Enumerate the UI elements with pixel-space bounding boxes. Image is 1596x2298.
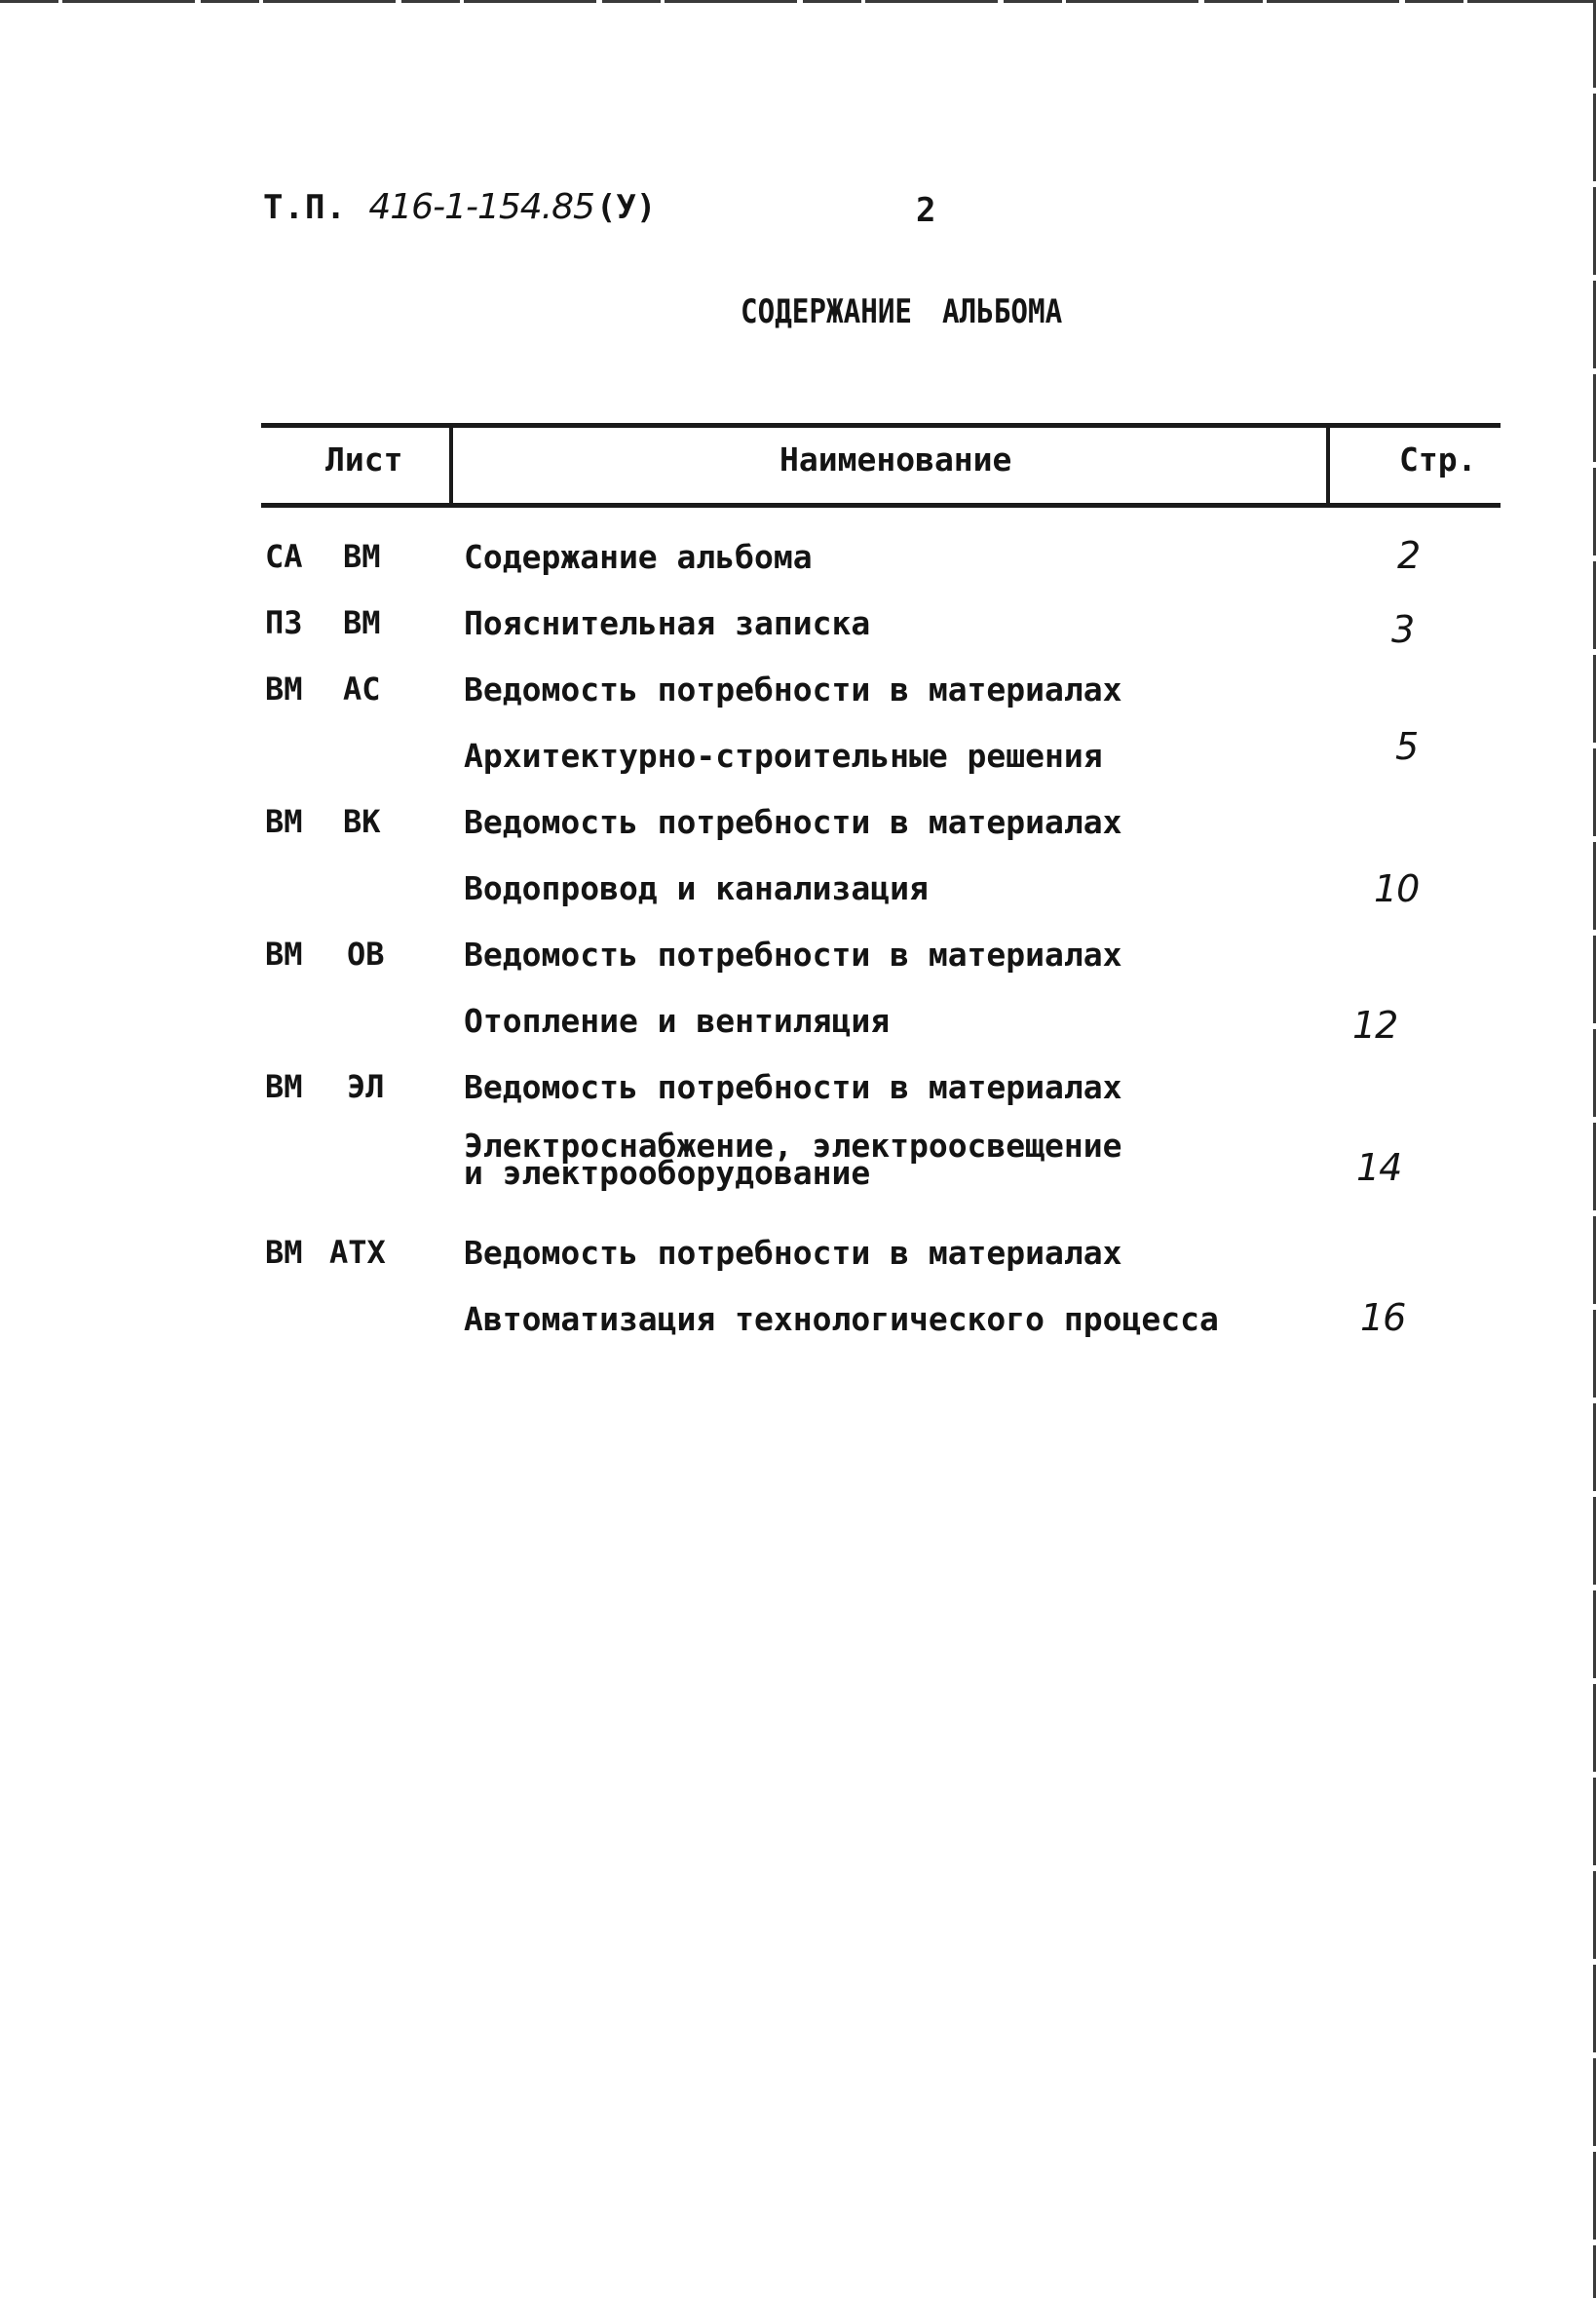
page-ref: 16 [1360, 1296, 1406, 1339]
table-row [0, 936, 1596, 994]
sheet-code-part-1: ВМ [265, 670, 303, 708]
entry-name: Ведомость потребности в материалах [464, 1234, 1122, 1272]
column-header-sheet: Лист [325, 440, 403, 479]
page-ref: 5 [1395, 725, 1419, 768]
table-row [0, 869, 1596, 928]
scan-edge-top [0, 0, 1596, 3]
entry-name: Отопление и вентиляция [464, 1002, 891, 1040]
sheet-code-part-1: СА [265, 538, 303, 575]
page-ref: 10 [1374, 867, 1420, 910]
album-title-word-1: СОДЕРЖАНИЕ [741, 292, 913, 331]
entry-name [464, 1127, 1122, 1192]
sheet-code-part-2: ЭЛ [347, 1068, 385, 1105]
entry-name: Ведомость потребности в материалах [464, 803, 1122, 841]
sheet-code-part-2: ВМ [343, 604, 381, 641]
sheet-code-part-2: АС [343, 670, 381, 708]
table-row [0, 1127, 1596, 1210]
sheet-code [265, 936, 385, 973]
designation-suffix: (У) [595, 188, 657, 227]
table-row [0, 534, 1596, 596]
table-row [0, 1002, 1596, 1060]
sheet-code-part-1: ПЗ [265, 604, 303, 641]
page-ref: 14 [1356, 1146, 1402, 1189]
entry-name-line-2: и электрооборудование [464, 1154, 871, 1192]
project-number: 416-1-154.85 [368, 187, 594, 227]
entry-name: Ведомость потребности в материалах [464, 1068, 1122, 1106]
entry-name: Автоматизация технологического процесса [464, 1300, 1219, 1338]
table-top-rule [261, 423, 1501, 428]
entry-name: Ведомость потребности в материалах [464, 936, 1122, 974]
sheet-code-part-2: ОВ [347, 936, 385, 973]
album-title-word-2: АЛЬБОМА [942, 292, 1063, 331]
sheet-code-part-1: ВМ [265, 1068, 303, 1105]
entry-name: Водопровод и канализация [464, 869, 929, 907]
sheet-code-part-1: ВМ [265, 936, 303, 973]
sheet-code [265, 803, 381, 840]
designation-prefix: Т.П. [263, 188, 347, 227]
album-title [741, 292, 1062, 331]
table-row [0, 1296, 1596, 1359]
table-row [0, 1234, 1596, 1292]
column-header-name: Наименование [779, 440, 1012, 479]
sheet-code-part-1: ВМ [265, 1234, 303, 1271]
column-separator-1 [449, 427, 453, 505]
column-separator-2 [1326, 427, 1330, 505]
sheet-code [265, 1068, 385, 1105]
document-designation [263, 187, 656, 227]
sheet-code-part-2: ВМ [343, 538, 381, 575]
column-header-page: Стр. [1399, 440, 1477, 479]
table-header-bottom-rule [261, 503, 1501, 508]
entry-name-line-1: Электроснабжение, электроосвещение [464, 1127, 1122, 1165]
table-row [0, 670, 1596, 729]
sheet-code-part-2: АТХ [329, 1234, 386, 1271]
sheet-code [265, 538, 381, 575]
sheet-code-part-2: ВК [343, 803, 381, 840]
page-ref: 3 [1391, 608, 1415, 651]
entry-name: Ведомость потребности в материалах [464, 670, 1122, 709]
table-row [0, 604, 1596, 663]
sheet-code [265, 670, 381, 708]
page-ref: 2 [1397, 534, 1421, 577]
entry-name: Содержание альбома [464, 538, 813, 576]
page-number: 2 [916, 191, 936, 230]
table-row [0, 803, 1596, 862]
sheet-code [265, 604, 381, 641]
table-row [0, 725, 1596, 795]
sheet-code-part-1: ВМ [265, 803, 303, 840]
page-ref: 12 [1352, 1004, 1398, 1047]
entry-name: Пояснительная записка [464, 604, 871, 642]
entry-name: Архитектурно-строительные решения [464, 737, 1103, 775]
sheet-code [265, 1234, 386, 1271]
table-row [0, 1068, 1596, 1127]
